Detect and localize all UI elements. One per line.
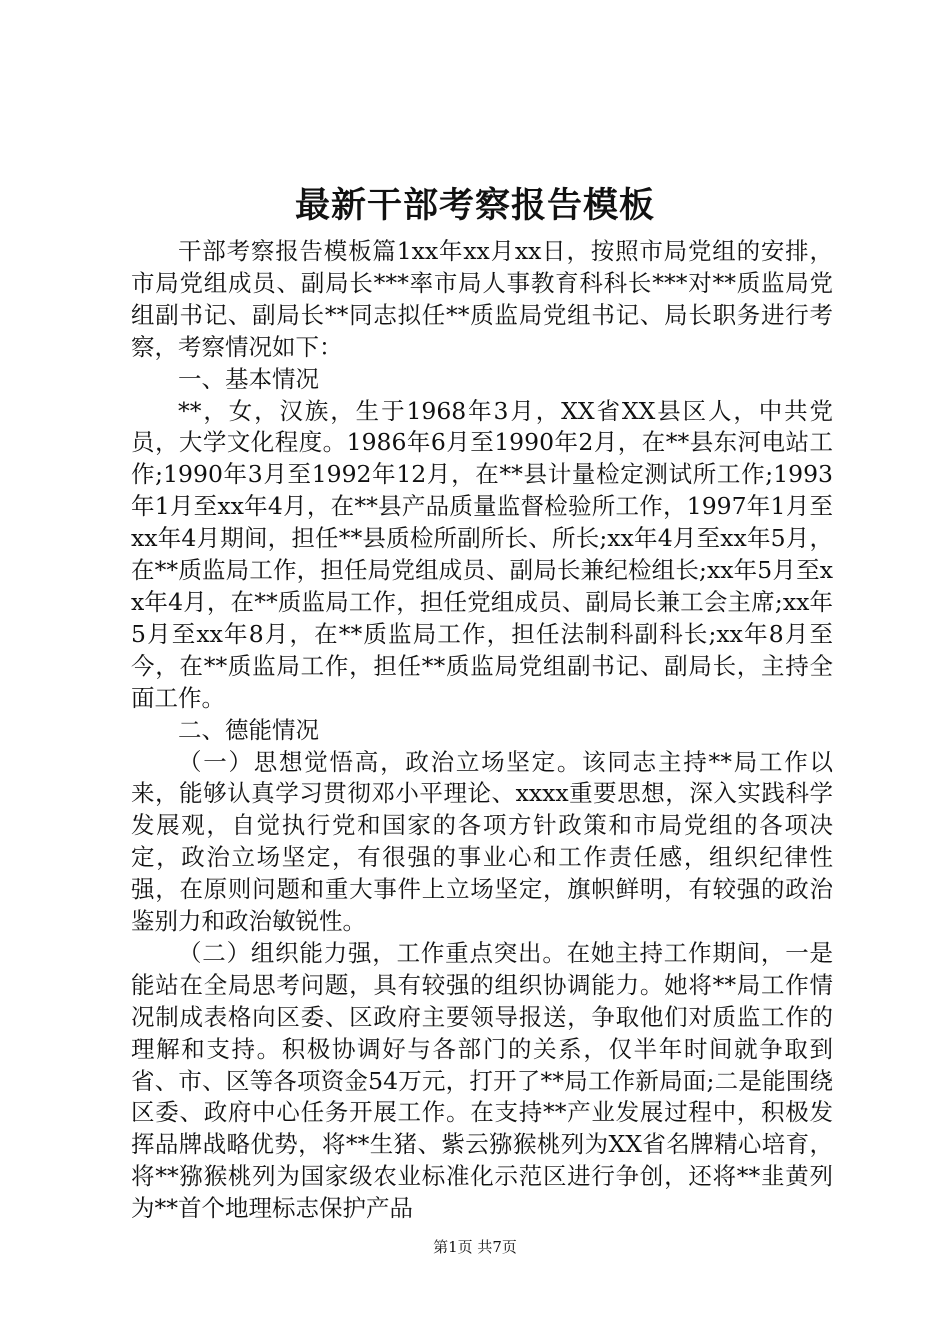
page-footer: 第1页 共7页: [433, 1238, 517, 1256]
document-body: [131, 236, 833, 1225]
section-heading-basic-info: 一、基本情况: [178, 364, 319, 393]
organization-ability-paragraph: （二）组织能力强，工作重点突出。在她主持工作期间，一是能站在全局思考问题，具有较强的组织协调能力。她将**局工作情况制成表格向区委、区政府主要领导报送，争取他们对质监工作的理解和支持。积极协调好与各部门的关系，仅半年时间就争取到省、市、区等各项资金54万元，打开了**局工作新局面;二是能围绕区委、政府中心任务开展工作。在支持**产业发展过程中，积极发挥品牌战略优势，将**生猪、紫云猕猴桃列为XX省名牌精心培育，将**猕猴桃列为国家级农业标准化示范区进行争创，还将**韭黄列为**首个地理标志保护产品: [131, 938, 833, 1223]
political-stance-paragraph: （一）思想觉悟高，政治立场坚定。该同志主持**局工作以来，能够认真学习贯彻邓小平理论、xxxx重要思想，深入实践科学发展观，自觉执行党和国家的各项方针政策和市局党组的各项决定，政治立场坚定，有很强的事业心和工作责任感，组织纪律性强，在原则问题和重大事件上立场坚定，旗帜鲜明，有较强的政治鉴别力和政治敏锐性。: [131, 747, 833, 936]
section-heading-virtue-ability: 二、德能情况: [178, 715, 319, 744]
basic-info-paragraph: **，女，汉族，生于1968年3月，XX省XX县区人，中共党员，大学文化程度。1986年6月至1990年2月，在**县东河电站工作;1990年3月至1992年12月，在**县计量检定测试所工作;1993年1月至xx年4月，在**县产品质量监督检验所工作，1997年1月至xx年4月期间，担任**县质检所副所长、所长;xx年4月至xx年5月，在**质监局工作，担任局党组成员、副局长兼纪检组长;xx年5月至xx年4月，在**质监局工作，担任党组成员、副局长兼工会主席;xx年5月至xx年8月，在**质监局工作，担任法制科副科长;xx年8月至今，在**质监局工作，担任**质监局党组副书记、副局长，主持全面工作。: [131, 396, 833, 712]
document-title: 最新干部考察报告模板: [294, 185, 655, 226]
intro-paragraph: 干部考察报告模板篇1xx年xx月xx日，按照市局党组的安排，市局党组成员、副局长***率市局人事教育科科长***对**质监局党组副书记、副局长**同志拟任**质监局党组书记、局长职务进行考察，考察情况如下：: [131, 237, 833, 361]
